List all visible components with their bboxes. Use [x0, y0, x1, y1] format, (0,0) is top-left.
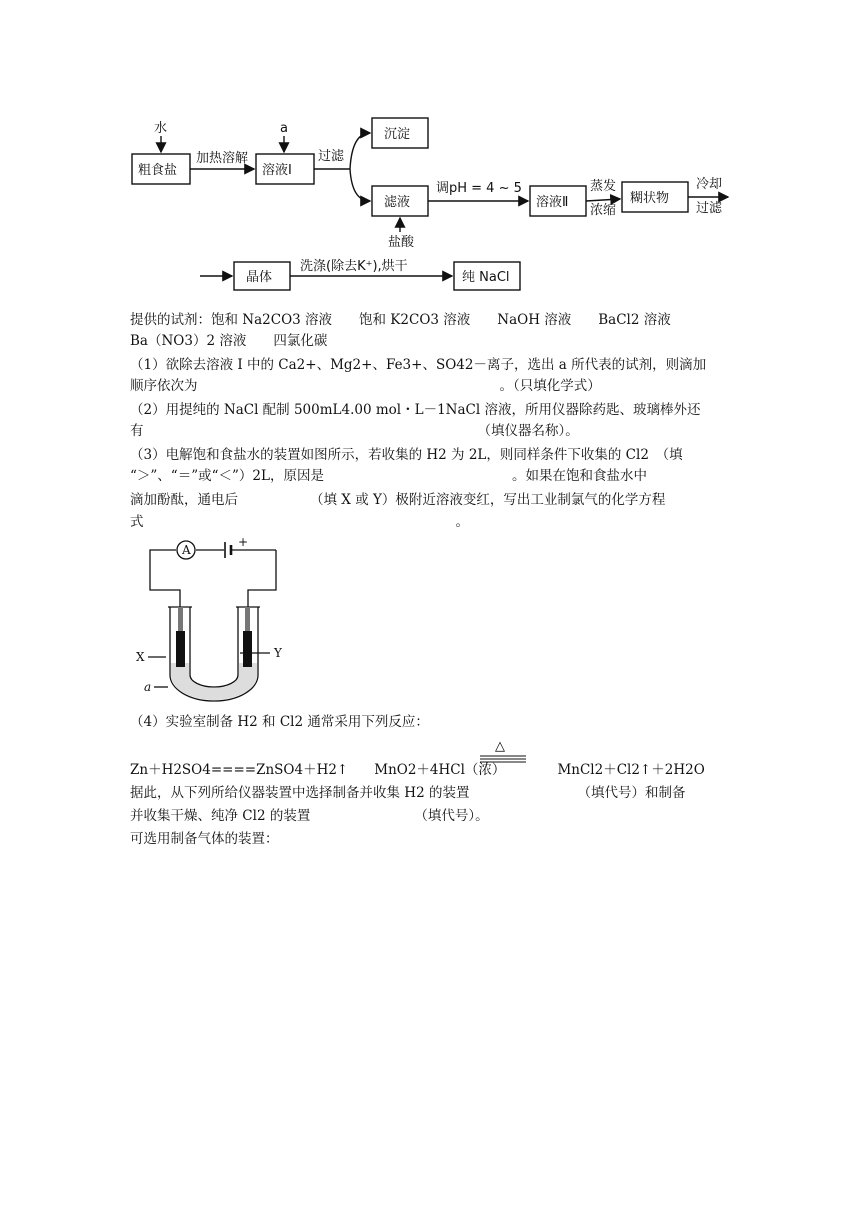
crude-salt-label: 粗食盐 — [138, 163, 178, 178]
concentrate-label: 浓缩 — [590, 203, 617, 218]
a-label: a — [280, 121, 288, 136]
electrode-y — [243, 631, 252, 667]
precipitate-label: 沉淀 — [384, 127, 411, 142]
q2-text-a: 有 — [130, 423, 144, 439]
crystal-label: 晶体 — [246, 270, 273, 285]
reagents-line-1: 提供的试剂：饱和 Na2CO3 溶液 饱和 K2CO3 溶液 NaOH 溶液 BaCl2 溶液 — [130, 312, 671, 328]
question-3-line-3 — [130, 490, 665, 510]
q3-text-e: 式 — [130, 514, 144, 530]
hcl-label: 盐酸 — [388, 235, 415, 250]
equation-mno2-right: MnCl2＋Cl2↑＋2H2O — [557, 762, 705, 778]
q1-text-a: 顺序依次为 — [130, 378, 198, 394]
q4-text-c: 并收集干燥、纯净 Cl2 的装置 — [130, 808, 311, 824]
x-label: X — [136, 650, 145, 664]
question-1-line-2 — [130, 376, 601, 396]
q4-text-b: （填代号）和制备 — [577, 785, 686, 801]
q3-text-a: “＞”、“＝”或“＜”）2L，原因是 — [130, 468, 324, 484]
q4-text-d: （填代号）。 — [414, 808, 489, 824]
q3-text-f: 。 — [455, 514, 469, 530]
question-4-line-1: （4）实验室制备 H2 和 Cl2 通常采用下列反应： — [130, 714, 429, 730]
battery-plus: + — [238, 535, 249, 549]
a-label: a — [144, 680, 152, 694]
equation-mno2-left: MnO2＋4HCl（浓） — [374, 762, 506, 778]
question-4-line-4 — [130, 806, 489, 826]
q3-text-d: （填 X 或 Y）极附近溶液变红，写出工业制氯气的化学方程 — [310, 492, 666, 508]
cool-label: 冷却 — [696, 177, 723, 192]
filter2-label: 过滤 — [696, 201, 723, 216]
pure-nacl-label: 纯 NaCl — [462, 270, 510, 285]
purification-flowchart — [124, 108, 744, 298]
question-2-line-1: （2）用提纯的 NaCl 配制 500mL4.00 mol・L－1NaCl 溶液，所用仪器除药匙、玻璃棒外还 — [130, 402, 701, 418]
question-3-line-2 — [130, 466, 647, 486]
solution1-label: 溶液Ⅰ — [262, 163, 292, 178]
adjust-ph-label: 调pH = 4 ~ 5 — [436, 181, 522, 196]
q4-text-a: 据此，从下列所给仪器装置中选择制备并收集 H2 的装置 — [130, 785, 470, 801]
question-4-equations — [130, 760, 705, 780]
y-label: Y — [274, 646, 282, 660]
delta-symbol: △ — [495, 739, 505, 754]
question-4-line-3 — [130, 783, 685, 803]
electrolysis-cell-diagram — [128, 535, 288, 710]
question-1-line-1: （1）欲除去溶液 I 中的 Ca2+、Mg2+、Fe3+、SO42－离子，选出 a 所代表的试剂，则滴加 — [130, 357, 707, 373]
question-2-line-2 — [130, 421, 579, 441]
heat-dissolve-label: 加热溶解 — [196, 151, 249, 166]
question-3-line-4 — [130, 512, 469, 532]
question-3-line-1: （3）电解饱和食盐水的装置如图所示，若收集的 H2 为 2L，则同样条件下收集的 Cl2 （填 — [130, 447, 683, 463]
solution2-label: 溶液Ⅱ — [536, 195, 569, 210]
q2-text-b: （填仪器名称）。 — [477, 423, 579, 439]
equation-zinc: Zn＋H2SO4====ZnSO4＋H2↑ — [130, 762, 349, 778]
q3-text-c: 滴加酚酞，通电后 — [130, 492, 238, 508]
evaporate-label: 蒸发 — [590, 179, 617, 194]
q1-text-b: 。（只填化学式） — [499, 378, 601, 394]
water-label: 水 — [154, 121, 168, 136]
filter-label: 过滤 — [318, 149, 345, 164]
wash-dry-label: 洗涤(除去K⁺),烘干 — [300, 259, 408, 274]
question-4-line-5: 可选用制备气体的装置： — [130, 831, 279, 847]
q3-text-b: 。如果在饱和食盐水中 — [511, 468, 647, 484]
ammeter-label: A — [182, 543, 191, 557]
electrode-x — [176, 631, 185, 667]
filtrate-label: 滤液 — [384, 195, 411, 210]
paste-label: 糊状物 — [630, 191, 670, 206]
reagents-line-2: Ba（NO3）2 溶液 四氯化碳 — [130, 333, 328, 349]
